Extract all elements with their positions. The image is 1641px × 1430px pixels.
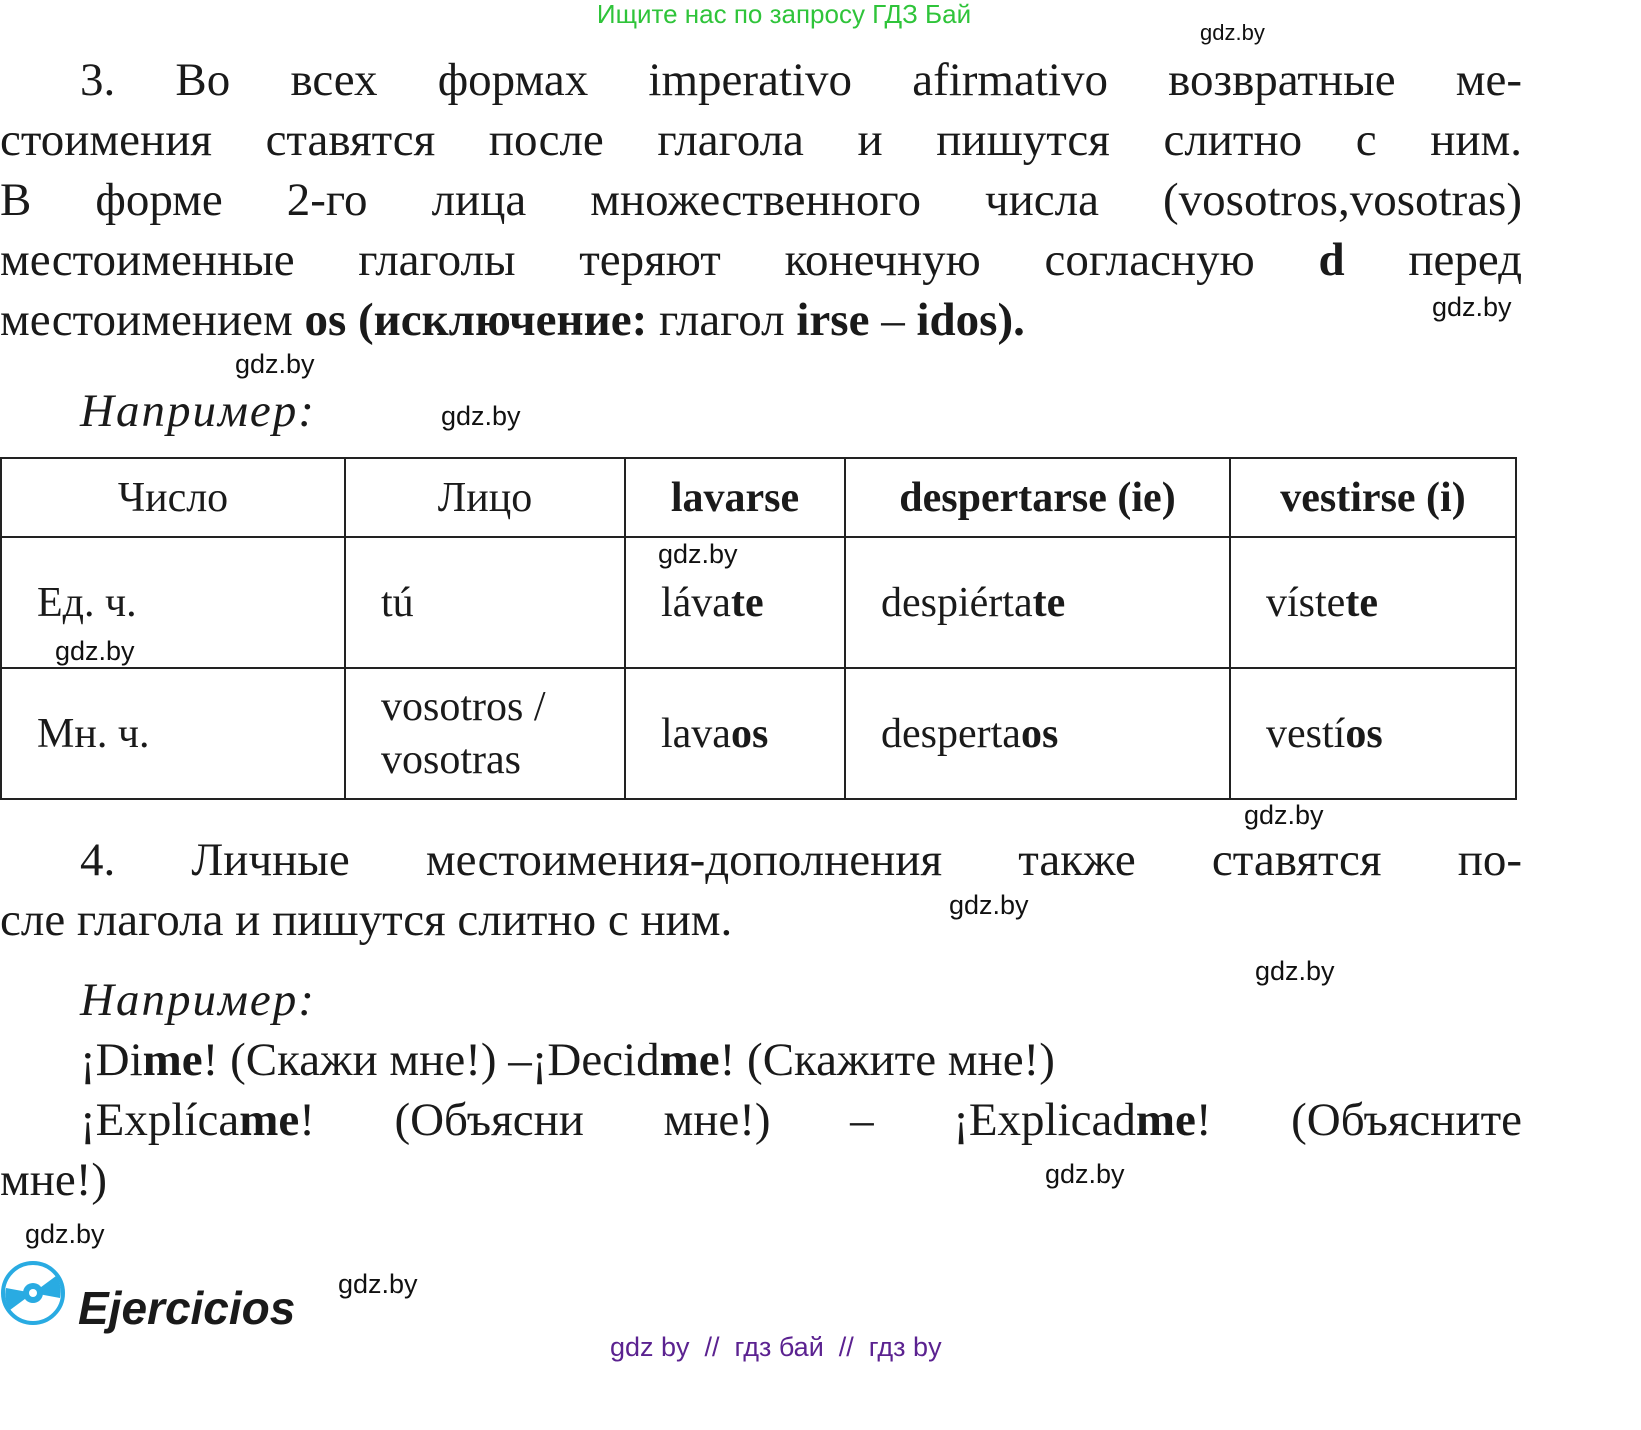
rule-4-line: сле глагола и пишутся слитно с ним. — [0, 894, 733, 946]
cd-icon — [0, 1260, 66, 1326]
header-cell: vestirse (i) — [1230, 458, 1516, 537]
cell-vestirse — [1230, 537, 1516, 668]
cell-person: tú — [345, 537, 625, 668]
cell-number: Ед. ч. — [1, 537, 345, 668]
watermark: gdz.by — [235, 349, 315, 379]
cell-person — [345, 668, 625, 799]
stem: desperta — [881, 710, 1021, 757]
bold-text: me — [142, 1034, 203, 1086]
bold-text: me — [239, 1094, 300, 1146]
stem: despiérta — [881, 579, 1033, 626]
pronoun: te — [730, 579, 764, 626]
watermark: gdz.by — [55, 636, 135, 666]
bold-text: me — [1135, 1094, 1196, 1146]
rule-4-line: 4. Личные местоимения-дополнения также ставятся по- — [80, 834, 1522, 886]
table-row — [1, 537, 1516, 668]
bold-text: me — [659, 1034, 720, 1086]
watermark: gdz.by — [1432, 292, 1512, 322]
bold-text: irse — [796, 294, 870, 346]
watermark: gdz.by — [1045, 1159, 1125, 1189]
rule-3-line: В форме 2-го лица множественного числа (vosotros,vosotras) — [0, 174, 1522, 226]
bold-text: idos). — [916, 294, 1025, 346]
watermark: gdz.by — [441, 401, 521, 431]
cell-lavarse — [625, 668, 845, 799]
text: vosotros / — [381, 683, 546, 730]
text: – — [881, 294, 905, 346]
watermark: gdz.by — [338, 1269, 418, 1299]
text: ¡Explíca — [80, 1094, 240, 1146]
cell-vestirse — [1230, 668, 1516, 799]
text: ¡Di — [80, 1034, 143, 1086]
text: ! (Объясните — [1195, 1094, 1522, 1146]
rule-3-line — [0, 230, 1522, 290]
header-cell: Лицо — [345, 458, 625, 537]
pronoun: os — [1020, 710, 1059, 757]
footer-banner: gdz by // гдз бай // гдз by — [610, 1332, 942, 1362]
text: перед — [1408, 234, 1523, 286]
example-line — [0, 1090, 1522, 1150]
pronoun: te — [1345, 579, 1378, 626]
stem: láva — [661, 579, 731, 626]
header-cell: lavarse — [625, 458, 845, 537]
header-cell: Число — [1, 458, 345, 537]
example-label: Например: — [80, 974, 316, 1026]
example-line: мне!) — [0, 1154, 108, 1206]
pronoun: os — [1345, 710, 1383, 757]
rule-3-line: стоимения ставятся после глагола и пишутся слитно с ним. — [0, 114, 1522, 166]
pronoun: te — [1032, 579, 1066, 626]
cell-despertarse — [845, 668, 1230, 799]
text: ! (Скажи мне!) –¡Decid — [202, 1034, 660, 1086]
example-label: Например: — [80, 385, 316, 437]
table-row — [1, 668, 1516, 799]
watermark: gdz.by — [1244, 800, 1324, 830]
example-line — [0, 1030, 1522, 1090]
bold-text: os (исключение: — [304, 294, 648, 346]
text: местоимением — [0, 294, 293, 346]
cell-number: Мн. ч. — [1, 668, 345, 799]
bold-text: d — [1318, 234, 1345, 286]
watermark: gdz.by — [1255, 956, 1335, 986]
header-cell: despertarse (ie) — [845, 458, 1230, 537]
stem: vestí — [1266, 710, 1346, 757]
conjugation-table — [0, 457, 1517, 800]
cell-despertarse — [845, 537, 1230, 668]
text: ! (Скажите мне!) — [719, 1034, 1055, 1086]
text: глагол — [658, 294, 785, 346]
header-banner: Ищите нас по запросу ГДЗ Бай — [596, 0, 972, 29]
rule-3-line — [0, 290, 1522, 350]
table-header-row — [1, 458, 1516, 537]
watermark: gdz.by — [658, 539, 738, 569]
stem: víste — [1266, 579, 1346, 626]
section-title: Ejercicios — [78, 1282, 296, 1334]
watermark: gdz.by — [949, 890, 1029, 920]
text: ! (Объясни мне!) – ¡Explicad — [299, 1094, 1136, 1146]
pronoun: os — [730, 710, 769, 757]
stem: lava — [661, 710, 731, 757]
watermark: gdz.by — [25, 1219, 105, 1249]
text: vosotras — [381, 736, 521, 783]
watermark: gdz.by — [1200, 20, 1265, 45]
text: местоименные глаголы теряют конечную согласную — [0, 234, 1255, 286]
rule-3-line: 3. Во всех формах imperativo afirmativo возвратные ме- — [80, 54, 1522, 106]
